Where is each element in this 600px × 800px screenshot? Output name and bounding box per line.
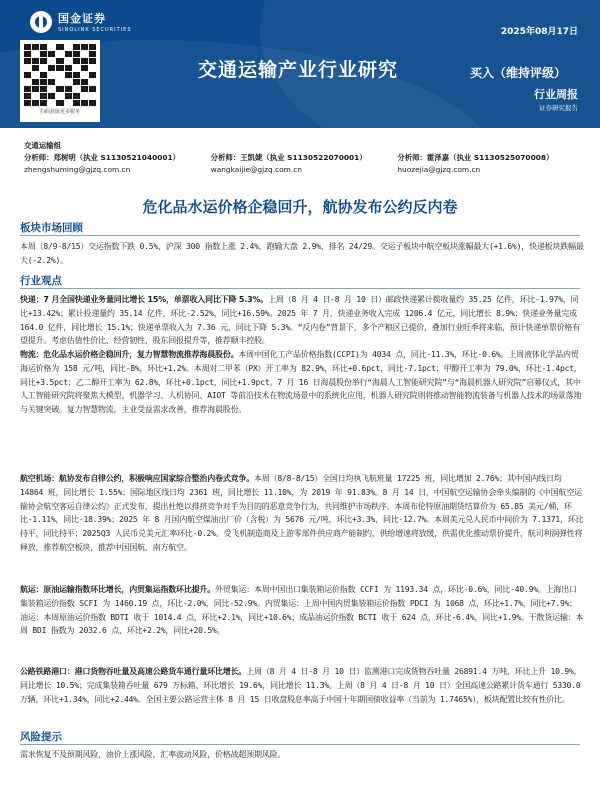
analyst-names [24, 152, 584, 164]
analyst-label: 分析师：霍泽嘉（执业 S1130525070008） [397, 153, 554, 162]
report-series: 证券研究报告 [539, 104, 578, 112]
report-date: 2025年08月17日 [500, 27, 578, 37]
analyst-label: 分析师：王凯婕（执业 S1130522070001） [210, 153, 367, 162]
view-body: 本周中国化工产品价格指数(CCPI)为 4034 点，同比-11.3%，环比-0.6%。上周液体化学品内贸海运价格为 158 元/吨，同比-8%，环比+1.2%。本周对二甲苯（PX）开工率为 82.9%，环比+0.6pct，同比-7.1pct；甲醇开工率为 79.0%，环比-1.4pct，同比+3.5pct；乙二醇开工率为 62.8%，环比+0.1pct，同比+1.9pct。7 月 16 日海晨股份举行“海晨人工智能研究院”与“海晨机器人研究院”启幕仪式，其中人工智能研究院将聚焦大模型、机器学习、人机协同、AIOT 等前沿技术在物流场景中的系统化应用，机器人研究院则将推动智能物流装备与机器人技术的场景落地与关键突破。复力智慧物流，主业受益需求改善，推荐海晨股份。 [20, 350, 582, 415]
report-type: 行业周报 [534, 88, 578, 101]
analyst-email[interactable]: huozejia@gjzq.com.cn [397, 165, 481, 174]
view-paragraph-logistics [20, 348, 584, 417]
qr-code-icon [24, 44, 96, 106]
rating: 买入（维持评级） [470, 66, 567, 80]
view-body: 上周（8 月 4 日-8 月 10 日）监测港口完成货物吞吐量 26891.4 万吨，环比上升 10.9%，同比增长 10.5%；完成集装箱吞吐量 679 万标箱，环比增长 19.6%，同比增长 11.3%。上周（8 月 4 日-8 月 10 日）全国高速公路累计货车通行 5330.0 万辆，环比+1.34%，同比+2.44%。全国主要公路运营主体 8 月 15 日收盘股息率高于中国十年期国债收益率（当前为 1.7465%），板块配置比较有性价比。 [20, 667, 582, 704]
view-lead: 快递：7 月全国快递业务量同比增长 15%，单票收入同比下降 5.3%。 [20, 295, 269, 304]
qr-code[interactable] [20, 40, 100, 122]
view-lead: 航空机场：航协发布自律公约，积极响应国家综合整治内卷式竞争。 [20, 474, 254, 483]
view-lead: 公路铁路港口：港口货物吞吐量及高速公路货车通行量环比增长。 [20, 667, 247, 676]
report-headline: 危化品水运价格企稳回升，航协发布公约反内卷 [142, 198, 458, 216]
logo-name-en: SINOLINK SECURITIES [58, 27, 132, 33]
logo [30, 10, 132, 33]
logo-icon [30, 11, 52, 33]
report-header [0, 0, 600, 128]
section-title-views: 行业观点 [20, 275, 62, 287]
analyst-emails [24, 164, 584, 176]
analyst-email[interactable]: wangkaijie@gjzq.com.cn [210, 165, 302, 174]
risk-text: 需求恢复不及预期风险，油价上涨风险，汇率波动风险，价格战超预期风险。 [20, 750, 286, 759]
view-lead: 航运：原油运输指数环比增长，内贸集运指数环比提升。 [20, 585, 215, 594]
section-title-risk: 风险提示 [20, 731, 62, 743]
analyst-group: 交通运输组 [24, 141, 61, 150]
view-lead: 物流：危化品水运价格企稳回升，复力智慧物流推荐海晨股份。 [20, 350, 239, 359]
view-body: 上周（8 月 4 日-8 月 10 日）邮政快递累计揽收量约 35.25 亿件，环比-1.97%，同比+13.42%；累计投递量约 35.14 亿件，环比-2.52%，同比+16.59%。2025 年 7 月，快递业务收入完成 1206.4 亿元，同比增长 8.9%；快递业务量完成 164.0 亿件，同比增长 15.1%；快递单票收入为 7.36 元，同比下降 5.3%。“反内卷”背景下，多个产粮区已提价，叠加行业旺季将来临，预计快递单票价格有望提升。考虑估值性价比、经营韧性、股东回报提升等，推荐顺丰控股。 [20, 295, 581, 346]
analyst-label: 分析师：郑树明（执业 S1130521040001） [24, 153, 181, 162]
view-paragraph-shipping [20, 583, 584, 638]
view-paragraph-aviation [20, 472, 584, 555]
logo-name: 国金证券 [58, 12, 106, 25]
section-title-market: 板块市场回顾 [20, 222, 83, 234]
analyst-email[interactable]: zhengshuming@gjzq.com.cn [24, 165, 131, 174]
qr-caption: 扫码获取更多服务 [39, 109, 80, 115]
report-title: 交通运输产业行业研究 [198, 59, 399, 81]
view-body: 外贸集运：本周中国出口集装箱运价指数 CCFI 为 1193.34 点，环比-0.6%，同比-40.9%。上海出口集装箱运价指数 SCFI 为 1460.19 点，环比-2.0%，同比-52.9%。内贸集运：上周中国内贸集装箱运价指数 PDCI 为 1068 点，环比+1.7%，同比+7.9%；油运：本周原油运价指数 BDTI 收于 1014.4 点，环比+2.1%，同比+10.6%；成品油运价指数 BCTI 收于 624 点，环比-6.4%，同比+1.9%。干散货运输：本周 BDI 指数为 2032.6 点，环比+2.2%，同比+20.5%。 [20, 585, 584, 636]
view-body: 本周（8/8-8/15）全国日均执飞航班量 17225 班，同比增加 2.76%；其中国内线日均 14864 班，同比增长 1.55%；国际地区线日均 2361 班，同比增长 11.10%，为 2019 年 91.83%。8 月 14 日，中国航空运输协会牵头编制的《中国航空运输协会航空客运自律公约》正式发布，提出杜绝以排挤竞争对手为目的的恶意竞争行为，共同维护市场秩序。本周布伦特原油期货结算价为 65.85 美元/桶，环比-1.11%，同比-18.39%；2025 年 8 月国内航空煤油出厂价（含税）为 5676 元/吨，环比+3.3%，同比-12.7%。本周美元兑人民币中间价为 7.1371，环比持平，同比持平；2025Q3 人民币兑美元汇率环比-0.2%。受飞机制造商及上游零部件供应商产能制约，供给增速将放缓，供需优化推动票价提升，航司利润弹性将释放，推荐航空板块，推荐中国国航、南方航空。 [20, 474, 584, 552]
view-paragraph-express [20, 293, 584, 348]
view-paragraph-roads-ports [20, 665, 584, 706]
market-review-text: 本周（8/9-8/15）交运指数下跌 0.5%，沪深 300 指数上涨 2.4%，跑输大盘 2.9%，排名 24/29。交运子板块中航空板块涨幅最大(+1.6%)，快递板块跌幅最大(-2.2%)。 [20, 242, 584, 265]
analyst-block [24, 140, 584, 176]
